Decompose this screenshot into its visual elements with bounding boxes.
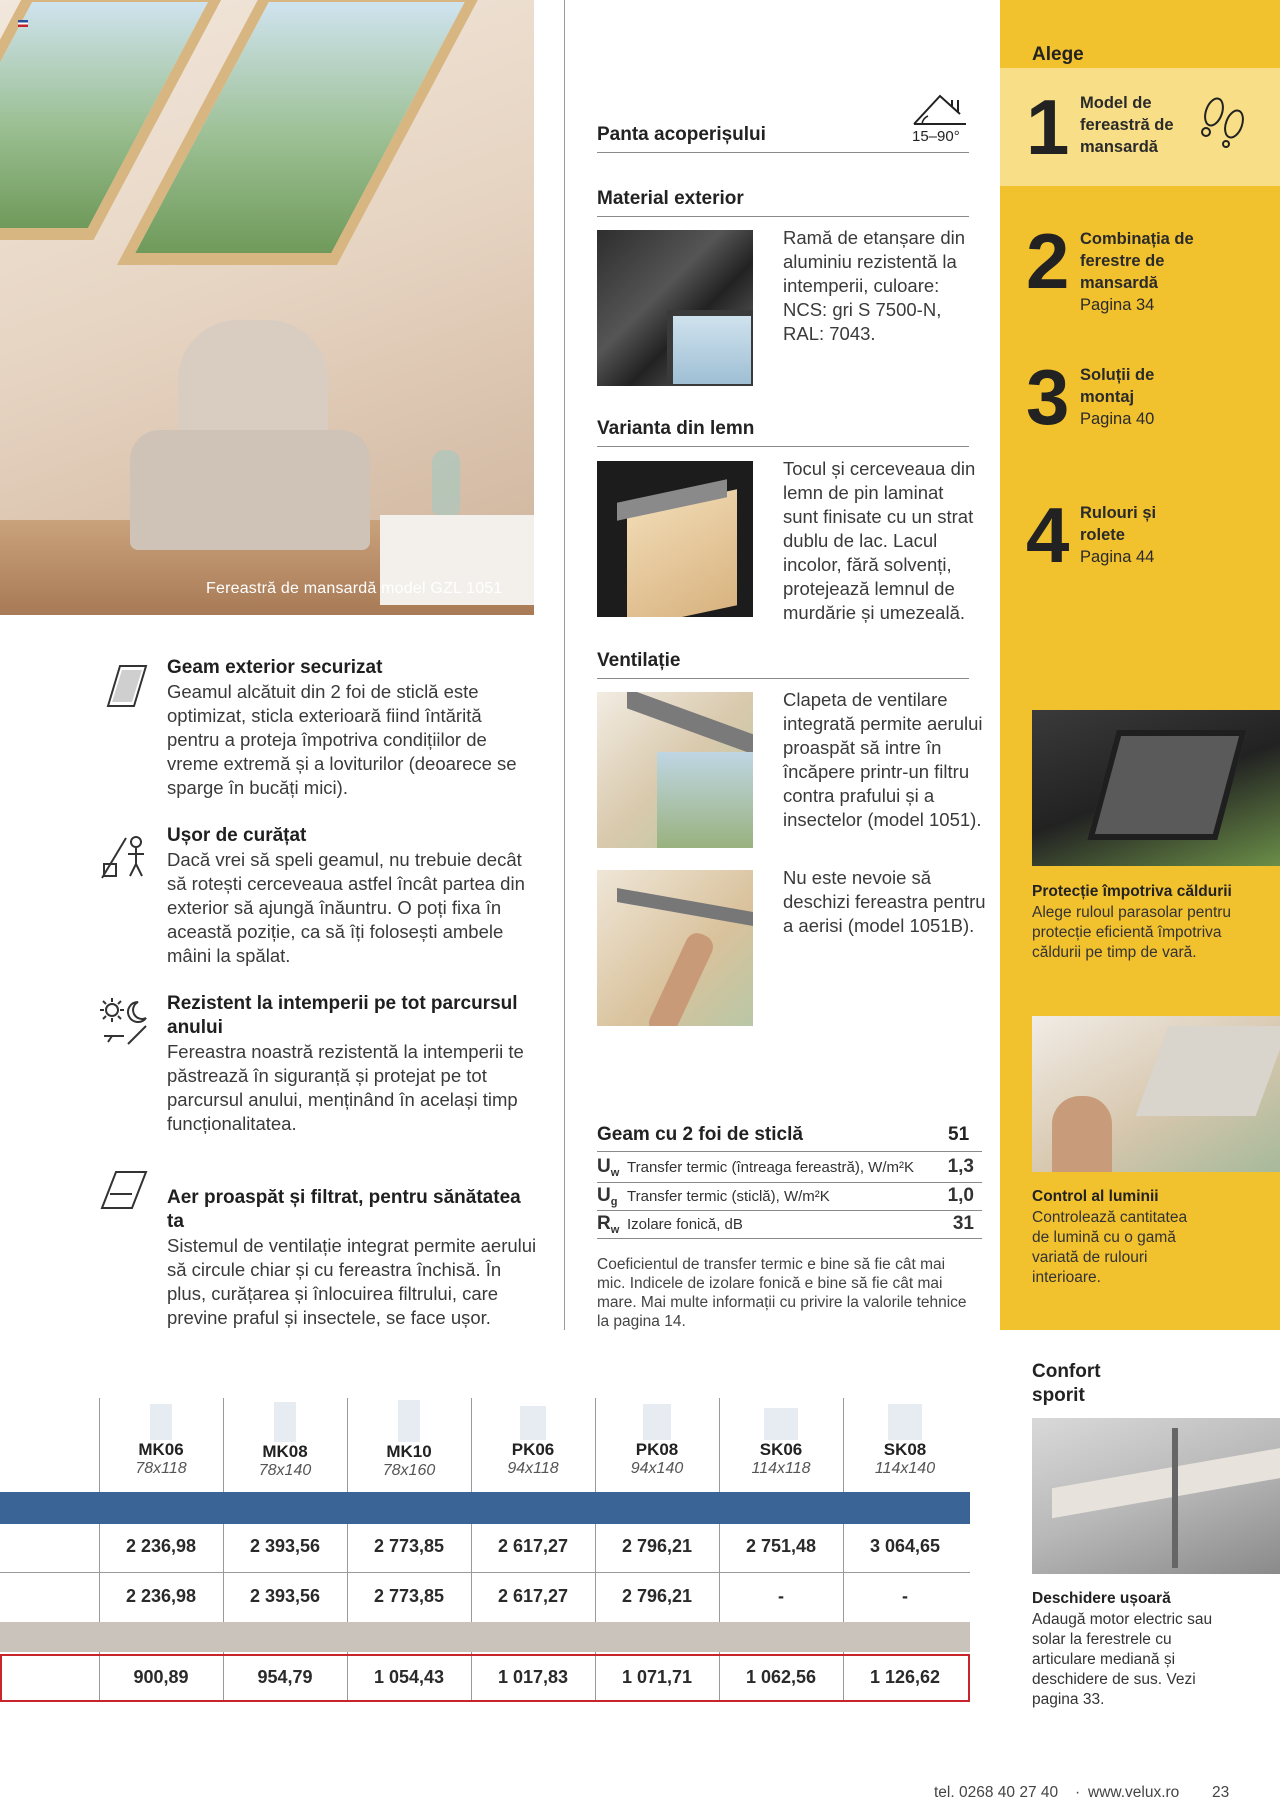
step-number-1: 1 (1026, 83, 1070, 171)
light-control-photo (1032, 1016, 1280, 1172)
feature-title-3: Rezistent la intemperii pe tot parcursul anului (167, 993, 518, 1038)
step-number-2: 2 (1026, 217, 1070, 305)
feature-title-2: Ușor de curățat (167, 825, 307, 846)
glazing-line (597, 1151, 982, 1152)
weather-icon (98, 996, 150, 1048)
size-dimensions: 94x118 (507, 1460, 559, 1477)
price-row3-sk08: 1 126,62 (869, 1667, 941, 1687)
size-code: MK06 (138, 1440, 184, 1459)
size-code: SK06 (759, 1440, 803, 1459)
hero-photo (0, 0, 534, 615)
spec-symbol: U (597, 1156, 611, 1177)
comfort-heading: Confort sporit (1032, 1361, 1101, 1406)
material-line (597, 216, 969, 217)
price-row2-sk06: - (778, 1586, 784, 1606)
spec-row-rw (597, 1213, 982, 1239)
step-number-4: 4 (1026, 491, 1070, 579)
step-page-3[interactable]: Pagina 40 (1080, 410, 1155, 428)
language-flag-icon[interactable] (18, 20, 28, 27)
ventilation-text-1: Clapeta de ventilare integrată permite aerului proaspăt să intre în încăpere printr-un filtru contra prafului și a insectelor (model 1051). (783, 689, 983, 830)
glazing-title: Geam cu 2 foi de sticlă (597, 1124, 803, 1145)
easy-opening-text: Adaugă motor electric sau solar la ferestrele cu articulare mediană și deschidere de sus. Vezi pagina 33. (1032, 1611, 1213, 1708)
price-row3-sk06: 1 062,56 (745, 1667, 817, 1687)
size-dimensions: 78x118 (135, 1460, 187, 1477)
size-dimensions: 94x140 (630, 1460, 684, 1477)
material-title: Material exterior (597, 188, 744, 209)
spec-value: 1,3 (947, 1156, 974, 1177)
feature-text-3: Fereastra noastră rezistentă la intemperii te păstrează în siguranță și protejat pe tot parcursul anului, menținând în același timp funcționalitatea. (167, 1041, 524, 1134)
step-text-4[interactable]: Rulouri și rolete (1080, 504, 1157, 544)
size-code: PK06 (511, 1440, 555, 1459)
price-row1-sk08: 3 064,65 (869, 1536, 941, 1556)
price-row3-mk10: 1 054,43 (373, 1667, 445, 1687)
roof-pitch-label: Panta acoperișului (597, 124, 766, 145)
price-row2-pk08: 2 796,21 (621, 1586, 693, 1606)
easy-opening-title: Deschidere ușoară (1032, 1590, 1171, 1607)
spec-subscript: w (610, 1167, 620, 1179)
table-row-separator (0, 1572, 970, 1573)
wood-title: Varianta din lemn (597, 418, 755, 439)
table-grey-band (0, 1622, 970, 1652)
size-dimensions: 114x118 (751, 1460, 811, 1477)
wood-line (597, 446, 969, 447)
spec-separator (597, 1210, 982, 1211)
wood-profile-photo (597, 461, 753, 617)
light-control-text: Controlează cantitatea de lumină cu o gamă variată de rulouri interioare. (1032, 1209, 1188, 1286)
aluminium-frame-photo (597, 230, 753, 386)
step-text-3[interactable]: Soluții de montaj (1080, 366, 1155, 406)
spec-value: 1,0 (947, 1185, 974, 1206)
spec-row-ug (597, 1185, 982, 1211)
price-row3-mk08: 954,79 (257, 1667, 313, 1687)
feature-title-4: Aer proaspăt și filtrat, pentru sănătatea ta (167, 1187, 521, 1232)
ventilation-hand-photo (597, 870, 753, 1026)
price-row3-pk06: 1 017,83 (497, 1667, 569, 1687)
spec-label: Transfer termic (întreaga fereastră), W/m²K (627, 1159, 915, 1176)
price-row1-mk10: 2 773,85 (373, 1536, 445, 1556)
price-row3-mk06: 900,89 (133, 1667, 189, 1687)
price-row1-sk06: 2 751,48 (745, 1536, 817, 1556)
size-dimensions: 78x140 (258, 1462, 312, 1479)
hero-caption: Fereastră de mansardă model GZL 1051 (206, 580, 503, 597)
price-row1-mk08: 2 393,56 (249, 1536, 321, 1556)
size-code: SK08 (883, 1440, 927, 1459)
light-control-title: Control al luminii (1032, 1188, 1159, 1205)
price-row2-mk08: 2 393,56 (249, 1586, 321, 1606)
step-page-4[interactable]: Pagina 44 (1080, 548, 1155, 566)
price-row1-mk06: 2 236,98 (125, 1536, 197, 1556)
page-number: 23 (1212, 1784, 1230, 1801)
vase (432, 450, 460, 515)
roof-pitch-icon (912, 92, 968, 133)
feature-text-2: Dacă vrei să speli geamul, nu trebuie decât să rotești cerceveaua astfel încât partea din exterior să ajungă înăuntru. O poți fixa în această poziție, ca să îți folosești ambele mâini la spălat. (167, 849, 525, 966)
easy-cleaning-icon (98, 828, 150, 880)
price-row2-pk06: 2 617,27 (497, 1586, 569, 1606)
feature-title-1: Geam exterior securizat (167, 657, 383, 678)
footer-website[interactable]: www.velux.ro (1088, 1784, 1180, 1801)
window-size-icon (398, 1400, 420, 1442)
feature-text-4: Sistemul de ventilație integrat permite aerului să circule chiar și cu fereastra închisă. În plus, curățarea și înlocuirea filtrului, care previne praful și insectele, se face ușor. (167, 1235, 537, 1328)
spec-symbol: R (597, 1213, 611, 1234)
roof-pitch-range: 15–90° (912, 128, 960, 145)
table-blue-band (0, 1492, 970, 1524)
heat-protection-title: Protecție împotriva căldurii (1032, 883, 1232, 900)
price-row2-sk08: - (902, 1586, 908, 1606)
step-text-2[interactable]: Combinația de ferestre de mansardă (1080, 230, 1194, 292)
price-row3-pk08: 1 071,71 (621, 1667, 693, 1687)
price-row2-mk06: 2 236,98 (125, 1586, 197, 1606)
feature-text-1: Geamul alcătuit din 2 foi de sticlă este optimizat, sticla exterioară fiind întărită pentru a proteja împotriva condițiilor de vreme extremă și a loviturilor (deoarece se sparge în bucăți mici). (167, 681, 517, 798)
heat-protection-text: Alege ruloul parasolar pentru protecție eficientă împotriva căldurii pe timp de vară. (1032, 904, 1232, 961)
spec-subscript: g (610, 1196, 618, 1208)
price-row1-pk06: 2 617,27 (497, 1536, 569, 1556)
material-text: Ramă de etanșare din aluminiu rezistentă la intemperii, culoare: NCS: gri S 7500-N, RAL: 7043. (783, 227, 966, 344)
window-size-icon (764, 1408, 798, 1440)
ventilation-flap-photo (597, 692, 753, 848)
window-size-icon (274, 1402, 296, 1442)
spec-row-uw (597, 1156, 982, 1182)
step-text-1: Model de fereastră de mansardă (1080, 94, 1174, 156)
size-code: PK08 (635, 1440, 679, 1459)
window-size-icon (520, 1406, 546, 1440)
window-size-icon (150, 1404, 172, 1440)
footprints-icon (1196, 92, 1252, 153)
armchair-seat (130, 430, 370, 550)
window-size-icon (888, 1404, 922, 1440)
ventilation-icon (98, 1164, 150, 1216)
column-divider (564, 0, 565, 1330)
window-size-icon (643, 1404, 671, 1440)
sidebar-heading: Alege (1032, 44, 1084, 65)
ventilation-text-2: Nu este nevoie să deschizi fereastra pentru a aerisi (model 1051B). (783, 867, 986, 936)
spec-value: 31 (952, 1213, 974, 1234)
size-code: MK08 (262, 1442, 308, 1461)
size-dimensions: 114x140 (874, 1460, 936, 1477)
ventilation-line (597, 678, 969, 679)
glazing-code: 51 (948, 1124, 970, 1145)
awning-blind-photo (1032, 710, 1280, 866)
spec-separator (597, 1238, 982, 1239)
tempered-glass-icon (98, 660, 150, 712)
footer-phone[interactable]: tel. 0268 40 27 40 (934, 1784, 1059, 1801)
step-page-2[interactable]: Pagina 34 (1080, 296, 1155, 314)
price-row2-mk10: 2 773,85 (373, 1586, 445, 1606)
glazing-note: Coeficientul de transfer termic e bine să fie cât mai mic. Indicele de izolare fonică e bine să fie cât mai mare. Mai multe informații cu privire la valorile tehnice la pagina 14. (597, 1256, 967, 1330)
spec-label: Izolare fonică, dB (627, 1216, 743, 1233)
footer-separator: · (1075, 1784, 1081, 1801)
spec-label: Transfer termic (sticlă), W/m²K (627, 1188, 830, 1205)
spec-symbol: U (597, 1185, 611, 1206)
spec-separator (597, 1182, 982, 1183)
electric-motor-photo (1032, 1418, 1280, 1574)
step-number-3: 3 (1026, 353, 1070, 441)
spec-subscript: w (610, 1224, 620, 1236)
ventilation-title: Ventilație (597, 650, 681, 671)
price-row1-pk08: 2 796,21 (621, 1536, 693, 1556)
size-code: MK10 (386, 1442, 432, 1461)
roof-pitch-line (597, 152, 969, 153)
size-dimensions: 78x160 (382, 1462, 436, 1479)
wood-text: Tocul și cerceveaua din lemn de pin laminat sunt finisate cu un strat dublu de lac. Lacul incolor, fără solvenți, protejează lemnul de murdărie și umezeală. (783, 458, 976, 623)
